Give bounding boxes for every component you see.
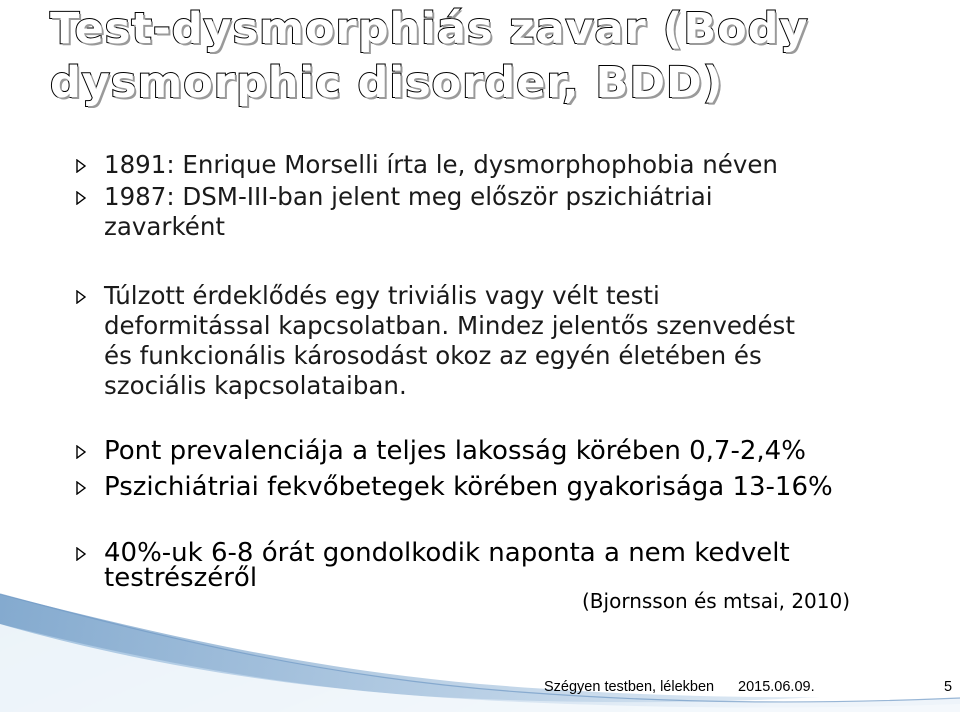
- bullet-text-line: 1987: DSM-III-ban jelent meg először pszichiátriai: [104, 182, 713, 211]
- bullet-text-line: Túlzott érdeklődés egy triviális vagy vélt testi: [104, 281, 660, 310]
- bullet-text-line: 40%-uk 6-8 órát gondolkodik naponta a nem kedvelt: [104, 538, 790, 568]
- bullet-arrow-icon: [76, 481, 86, 495]
- bullet-text: [104, 182, 924, 242]
- bullet-text-line: zavarként: [104, 212, 225, 241]
- bullet-text-line: szociális kapcsolataiban.: [104, 371, 407, 400]
- bullet-arrow-icon: [76, 547, 86, 561]
- bullet-arrow-icon: [76, 159, 86, 173]
- footer-date: 2015.06.09.: [738, 679, 815, 695]
- bullet-text-line: Pszichiátriai fekvőbetegek körében gyakorisága 13-16%: [104, 472, 833, 502]
- bullet-text: [104, 436, 924, 467]
- footer-title: Szégyen testben, lélekben: [544, 679, 715, 695]
- slide-title-line-2: dysmorphic disorder, BDD): [50, 58, 724, 108]
- page-number: 5: [944, 679, 953, 695]
- bullet-text-line: 1891: Enrique Morselli írta le, dysmorphophobia néven: [104, 150, 778, 179]
- bullet-text-line: és funkcionális károsodást okoz az egyén életében és: [104, 341, 762, 370]
- bullet-arrow-icon: [76, 191, 86, 205]
- slide-title-line-1: Test-dysmorphiás zavar (Body: [50, 4, 809, 54]
- bullet-arrow-icon: [76, 445, 86, 459]
- bullet-text-line: testrészéről: [104, 563, 258, 593]
- bullet-text: [104, 472, 924, 503]
- citation: (Bjornsson és mtsai, 2010): [582, 589, 851, 613]
- bullet-text: [104, 150, 924, 180]
- bullet-text: [104, 281, 924, 401]
- bullet-arrow-icon: [76, 290, 86, 304]
- bullet-text-line: Pont prevalenciája a teljes lakosság körében 0,7-2,4%: [104, 436, 806, 466]
- bullet-text-line: deformitással kapcsolatban. Mindez jelentős szenvedést: [104, 311, 795, 340]
- decorative-swoosh: [0, 580, 960, 712]
